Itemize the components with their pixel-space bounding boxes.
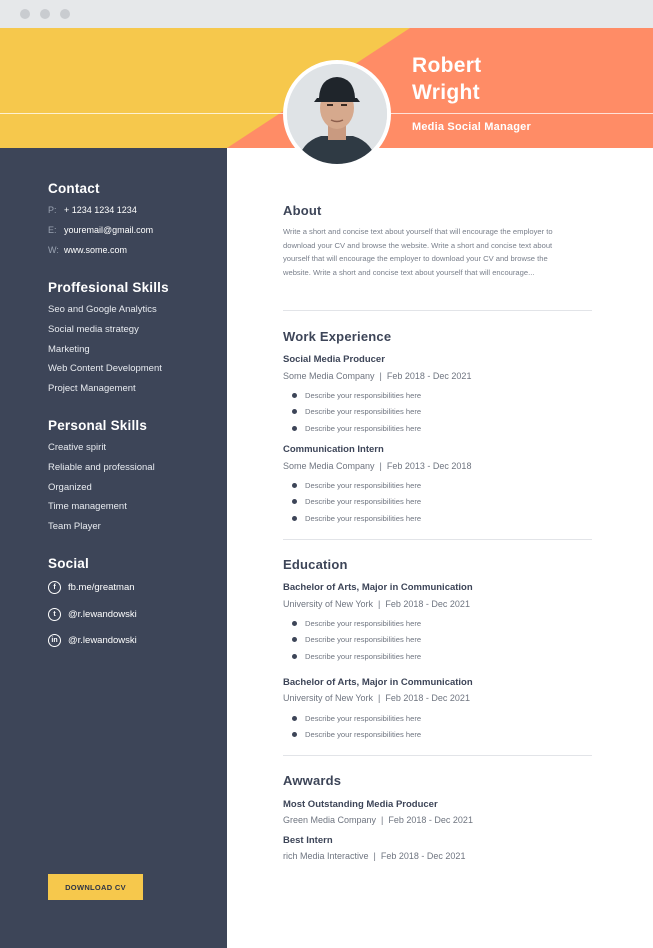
awards-heading: Awwards [283, 773, 342, 788]
responsibility-item: Describe your responsibilities here [292, 481, 421, 490]
responsibility-item: Describe your responsibilities here [292, 407, 421, 416]
contact-phone: P: + 1234 1234 1234 [48, 205, 137, 215]
award-meta: Green Media Company | Feb 2018 - Dec 2021 [283, 815, 473, 825]
facebook-icon: f [48, 581, 61, 594]
work-heading: Work Experience [283, 329, 392, 344]
responsibility-item: Describe your responsibilities here [292, 497, 421, 506]
job-meta: Some Media Company | Feb 2018 - Dec 2021 [283, 371, 472, 381]
personal-skill-item: Reliable and professional [48, 462, 155, 473]
responsibility-item: Describe your responsibilities here [292, 391, 421, 400]
pro-skill-item: Social media strategy [48, 324, 139, 335]
personal-skill-item: Team Player [48, 521, 101, 532]
personal-skill-item: Time management [48, 501, 127, 512]
about-text: Write a short and concise text about yourself that will encourage the employer to download your CV and browse the website. Write a short and concise text about yourself that will encourage the employer to download your CV and browse the website. Write a short and concise text about yourself that will encourage... [283, 227, 553, 277]
pro-skill-item: Project Management [48, 383, 136, 394]
job-title: Communication Intern [283, 444, 384, 455]
social-facebook-link[interactable]: f fb.me/greatman [48, 581, 135, 594]
contact-web[interactable]: W: www.some.com [48, 245, 128, 255]
degree-meta: University of New York | Feb 2018 - Dec 2021 [283, 599, 470, 609]
profile-role: Media Social Manager [412, 121, 531, 133]
responsibility-item: Describe your responsibilities here [292, 652, 421, 661]
section-divider [283, 755, 592, 756]
section-divider [283, 310, 592, 311]
contact-email[interactable]: E: youremail@gmail.com [48, 225, 154, 235]
profile-name [412, 52, 481, 106]
avatar-photo [287, 64, 387, 164]
job-meta: Some Media Company | Feb 2013 - Dec 2018 [283, 461, 472, 471]
pro-skills-heading: Proffesional Skills [48, 280, 169, 295]
first-name: Robert [412, 54, 482, 77]
responsibility-item: Describe your responsibilities here [292, 424, 421, 433]
degree-title: Bachelor of Arts, Major in Communication [283, 677, 473, 688]
download-cv-button[interactable]: DOWNLOAD CV [48, 874, 143, 900]
personal-skill-item: Creative spirit [48, 442, 107, 453]
responsibility-item: Describe your responsibilities here [292, 635, 421, 644]
pro-skill-item: Marketing [48, 344, 90, 355]
responsibility-item: Describe your responsibilities here [292, 714, 421, 723]
window-dot-icon [60, 9, 70, 19]
window-dot-icon [20, 9, 30, 19]
responsibility-item: Describe your responsibilities here [292, 514, 421, 523]
window-chrome [0, 0, 653, 28]
section-divider [283, 539, 592, 540]
sidebar [0, 148, 227, 948]
avatar [283, 60, 391, 168]
linkedin-icon: in [48, 634, 61, 647]
award-meta: rich Media Interactive | Feb 2018 - Dec 2021 [283, 851, 466, 861]
personal-skills-heading: Personal Skills [48, 418, 148, 433]
degree-meta: University of New York | Feb 2018 - Dec 2021 [283, 693, 470, 703]
window-dot-icon [40, 9, 50, 19]
degree-title: Bachelor of Arts, Major in Communication [283, 582, 473, 593]
personal-skill-item: Organized [48, 482, 92, 493]
twitter-icon: t [48, 608, 61, 621]
social-linkedin-link[interactable]: in @r.lewandowski [48, 634, 137, 647]
award-title: Most Outstanding Media Producer [283, 799, 438, 810]
about-heading: About [283, 203, 322, 218]
responsibility-item: Describe your responsibilities here [292, 730, 421, 739]
job-title: Social Media Producer [283, 354, 385, 365]
social-heading: Social [48, 556, 89, 571]
last-name: Wright [412, 81, 480, 104]
pro-skill-item: Web Content Development [48, 363, 162, 374]
education-heading: Education [283, 557, 348, 572]
award-title: Best Intern [283, 835, 333, 846]
pro-skill-item: Seo and Google Analytics [48, 304, 157, 315]
social-twitter-link[interactable]: t @r.lewandowski [48, 608, 137, 621]
contact-heading: Contact [48, 181, 100, 196]
responsibility-item: Describe your responsibilities here [292, 619, 421, 628]
